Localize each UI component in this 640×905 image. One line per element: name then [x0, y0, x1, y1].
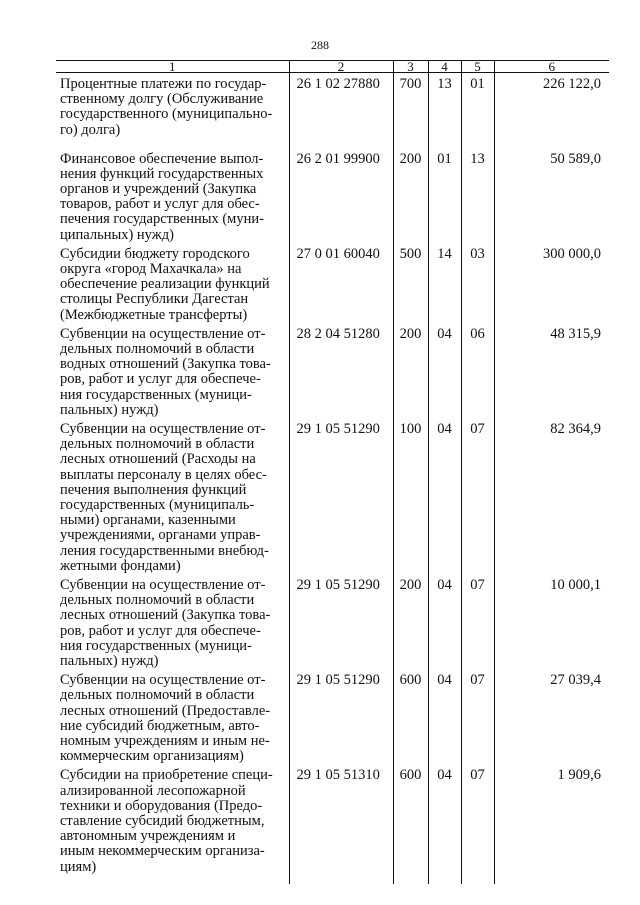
- expense-name: Субвенции на осуществление от- дельных полномочий в области водных отношений (Закупка това- ров, работ и услуг для обеспече- ния государственных (муници- пальных) нужд): [60, 325, 271, 418]
- expense-name: Субвенции на осуществление от- дельных полномочий в области лесных отношений (Закупка това- ров, работ и услуг для обеспече- ния государственных (муници- пальных) нужд): [60, 576, 271, 669]
- subsection: 07: [461, 418, 494, 574]
- amount: 226 122,0: [494, 73, 609, 148]
- table-row: [56, 574, 609, 669]
- amount: 1 909,6: [494, 764, 609, 884]
- expense-name: Процентные платежи по государ- ственному долгу (Обслуживание государственного (муниципально- го) долга): [60, 76, 273, 138]
- expense-type: 500: [393, 243, 428, 323]
- target-code: 29 1 05 51290: [289, 669, 393, 764]
- subsection: 06: [461, 323, 494, 418]
- amount: 10 000,1: [494, 574, 609, 669]
- page-number: 288: [311, 38, 329, 52]
- table-row: [56, 148, 609, 243]
- section: 13: [428, 73, 461, 148]
- header-col-2: 2: [289, 61, 393, 73]
- target-code: 29 1 05 51290: [289, 418, 393, 574]
- expense-type: 100: [393, 418, 428, 574]
- expense-type: 600: [393, 669, 428, 764]
- table-row: [56, 73, 609, 148]
- expense-type: 200: [393, 148, 428, 243]
- target-code: 26 1 02 27880: [289, 73, 393, 148]
- amount: 27 039,4: [494, 669, 609, 764]
- section: 14: [428, 243, 461, 323]
- expense-name: Субсидии на приобретение специ- ализированной лесопожарной техники и оборудования (Предо- ставление субсидий бюджетным, автономным учреждениям и иным некоммерческим организа- циям): [60, 767, 273, 875]
- table-row: [56, 418, 609, 574]
- subsection: 13: [461, 148, 494, 243]
- table-row: [56, 764, 609, 884]
- header-col-1: 1: [56, 61, 289, 73]
- amount: 50 589,0: [494, 148, 609, 243]
- header-col-5: 5: [461, 61, 494, 73]
- section: 04: [428, 418, 461, 574]
- expense-name: Субсидии бюджету городского округа «город Махачкала» на обеспечение реализации функций столицы Республики Дагестан (Межбюджетные трансферты): [60, 245, 270, 323]
- target-code: 26 2 01 99900: [289, 148, 393, 243]
- subsection: 07: [461, 574, 494, 669]
- budget-table: [56, 60, 609, 884]
- expense-name: Финансовое обеспечение выпол- нения функций государственных органов и учреждений (Закупка товаров, работ и услуг для обес- печения государственных (муни- ципальных) нужд): [60, 150, 264, 243]
- header-row: [56, 61, 609, 73]
- target-code: 29 1 05 51290: [289, 574, 393, 669]
- subsection: 03: [461, 243, 494, 323]
- header-col-6: 6: [494, 61, 609, 73]
- subsection: 07: [461, 669, 494, 764]
- expense-type: 700: [393, 73, 428, 148]
- amount: 48 315,9: [494, 323, 609, 418]
- section: 04: [428, 669, 461, 764]
- amount: 300 000,0: [494, 243, 609, 323]
- expense-type: 200: [393, 323, 428, 418]
- expense-name: Субвенции на осуществление от- дельных полномочий в области лесных отношений (Расходы на выплаты персоналу в целях обес- печения выполнения функций государственных (муниципаль- ными) органами, казенными учреждениями, органами управ- ления государственными внебюд- жетными фондами): [60, 420, 269, 574]
- subsection: 01: [461, 73, 494, 148]
- expense-type: 600: [393, 764, 428, 884]
- target-code: 28 2 04 51280: [289, 323, 393, 418]
- target-code: 27 0 01 60040: [289, 243, 393, 323]
- target-code: 29 1 05 51310: [289, 764, 393, 884]
- table-row: [56, 323, 609, 418]
- expense-name: Субвенции на осуществление от- дельных полномочий в области лесных отношений (Предоставле- ние субсидий бюджетным, авто- номным учреждениям и иным не- коммерческим организациям): [60, 672, 271, 765]
- header-col-3: 3: [393, 61, 428, 73]
- subsection: 07: [461, 764, 494, 884]
- header-col-4: 4: [428, 61, 461, 73]
- table-row: [56, 669, 609, 764]
- section: 04: [428, 764, 461, 884]
- section: 04: [428, 323, 461, 418]
- expense-type: 200: [393, 574, 428, 669]
- section: 01: [428, 148, 461, 243]
- table-row: [56, 243, 609, 323]
- amount: 82 364,9: [494, 418, 609, 574]
- section: 04: [428, 574, 461, 669]
